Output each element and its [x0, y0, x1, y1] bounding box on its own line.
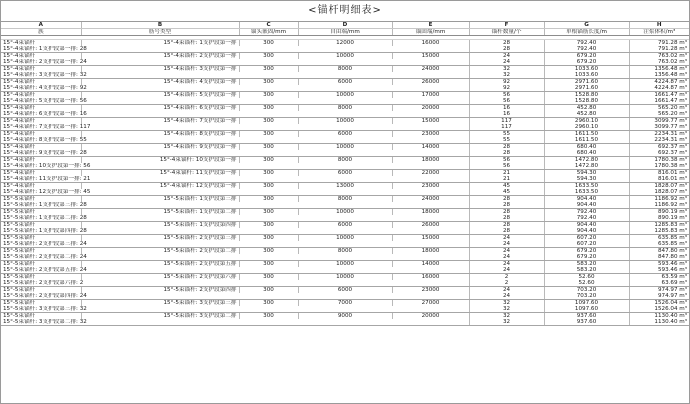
- cell-family[interactable]: 15°-4束锚杆: [1, 53, 81, 60]
- column-letter[interactable]: A: [1, 22, 81, 29]
- column-header-family[interactable]: 族: [1, 29, 81, 36]
- cell-grout-volume[interactable]: 635.85 m³: [629, 235, 689, 242]
- cell-type[interactable]: 15°-4束锚杆: 2支护段第一排: [81, 53, 239, 60]
- cell-anchor-head[interactable]: 300: [239, 300, 298, 307]
- cell-anchor-head[interactable]: 300: [239, 209, 298, 216]
- subtotal-bar-length: 937.60: [544, 319, 629, 326]
- subtotal-bar-length: 1033.60: [544, 72, 629, 79]
- cell-anchor-head[interactable]: 300: [239, 53, 298, 60]
- cell-type[interactable]: 15°-5束锚杆: 1支护段第三排: [81, 196, 239, 203]
- cell-free-length[interactable]: 6000: [298, 131, 392, 138]
- cell-free-length[interactable]: 13000: [298, 183, 392, 190]
- subtotal-bar-length: 680.40: [544, 150, 629, 157]
- cell-count[interactable]: 24: [469, 53, 544, 60]
- cell-grout-volume[interactable]: 1828.07 m³: [629, 183, 689, 190]
- cell-family[interactable]: 15°-4束锚杆: [1, 157, 81, 164]
- cell-family[interactable]: 15°-5束锚杆: [1, 209, 81, 216]
- cell-type[interactable]: 15°-5束锚杆: 3支护段第二排: [81, 313, 239, 320]
- subtotal-count: 2: [469, 280, 544, 287]
- cell-bar-length[interactable]: 904.40: [544, 222, 629, 229]
- subtotal-label: 15°-5束锚杆: 3支护段第二排: 32: [1, 319, 469, 326]
- cell-bar-length[interactable]: 703.20: [544, 287, 629, 294]
- cell-bar-length[interactable]: 679.20: [544, 53, 629, 60]
- cell-type[interactable]: 15°-5束锚杆: 2支护段第三排: [81, 235, 239, 242]
- schedule-title: <锚杆明细表>: [1, 1, 689, 22]
- subtotal-label: 15°-5束锚杆: 3支护段第三排: 32: [1, 306, 469, 313]
- subtotal-label: 15°-5束锚杆: 2支护段第五排: 24: [1, 267, 469, 274]
- column-letter[interactable]: G: [544, 22, 629, 29]
- subtotal-label: 15°-4束锚杆: 2支护段第一排: 24: [1, 59, 469, 66]
- cell-grout-volume[interactable]: 816.01 m³: [629, 170, 689, 177]
- subtotal-grout-volume: 890.19 m³: [629, 215, 689, 222]
- subtotal-count: 92: [469, 85, 544, 92]
- subtotal-count: 55: [469, 137, 544, 144]
- cell-anchored-length[interactable]: 17000: [392, 92, 469, 99]
- cell-grout-volume[interactable]: 1780.38 m³: [629, 157, 689, 164]
- cell-free-length[interactable]: 6000: [298, 222, 392, 229]
- cell-free-length[interactable]: 10000: [298, 235, 392, 242]
- subtotal-label: 15°-4束锚杆: 7支护段第一排: 117: [1, 124, 469, 131]
- subtotal-bar-length: 904.40: [544, 202, 629, 209]
- cell-grout-volume[interactable]: 974.97 m³: [629, 287, 689, 294]
- cell-bar-length[interactable]: 680.40: [544, 144, 629, 151]
- subtotal-bar-length: 904.40: [544, 228, 629, 235]
- cell-type[interactable]: 15°-5束锚杆: 1支护段第二排: [81, 209, 239, 216]
- column-letter[interactable]: B: [81, 22, 239, 29]
- cell-type[interactable]: 15°-5束锚杆: 2支护段第五排: [81, 261, 239, 268]
- cell-anchor-head[interactable]: 300: [239, 131, 298, 138]
- cell-anchor-head[interactable]: 300: [239, 261, 298, 268]
- subtotal-bar-length: 703.20: [544, 293, 629, 300]
- cell-bar-length[interactable]: 792.40: [544, 209, 629, 216]
- subtotal-grout-volume: 1780.38 m³: [629, 163, 689, 170]
- cell-anchor-head[interactable]: 300: [239, 105, 298, 112]
- cell-anchor-head[interactable]: 300: [239, 118, 298, 125]
- cell-free-length[interactable]: 8000: [298, 248, 392, 255]
- subtotal-grout-volume: 816.01 m³: [629, 176, 689, 183]
- cell-free-length[interactable]: 6000: [298, 170, 392, 177]
- cell-grout-volume[interactable]: 565.20 m³: [629, 105, 689, 112]
- subtotal-label: 15°-5束锚杆: 1支护段第三排: 28: [1, 202, 469, 209]
- schedule-body: [1, 40, 689, 326]
- subtotal-bar-length: 1611.50: [544, 137, 629, 144]
- subtotal-count: 28: [469, 46, 544, 53]
- subtotal-label: 15°-5束锚杆: 2支护段第四排: 24: [1, 293, 469, 300]
- subtotal-label: 15°-5束锚杆: 2支护段第二排: 24: [1, 254, 469, 261]
- cell-family[interactable]: 15°-5束锚杆: [1, 300, 81, 307]
- cell-count[interactable]: 24: [469, 235, 544, 242]
- cell-free-length[interactable]: 8000: [298, 105, 392, 112]
- cell-anchor-head[interactable]: 300: [239, 196, 298, 203]
- cell-anchored-length[interactable]: 22000: [392, 170, 469, 177]
- cell-grout-volume[interactable]: 63.59 m³: [629, 274, 689, 281]
- subtotal-grout-volume: 565.20 m³: [629, 111, 689, 118]
- cell-free-length[interactable]: 10000: [298, 92, 392, 99]
- cell-anchored-length[interactable]: 18000: [392, 209, 469, 216]
- subtotal-grout-volume: 692.37 m³: [629, 150, 689, 157]
- cell-anchored-length[interactable]: 15000: [392, 53, 469, 60]
- subtotal-count: 32: [469, 319, 544, 326]
- column-header-grout-volume[interactable]: 注浆体积/m³: [629, 29, 689, 36]
- subtotal-label: 15°-4束锚杆: 12支护段第一排: 45: [1, 189, 469, 196]
- cell-free-length[interactable]: 7000: [298, 300, 392, 307]
- subtotal-label: 15°-5束锚杆: 1支护段第四排: 28: [1, 228, 469, 235]
- subtotal-grout-volume: 847.80 m³: [629, 254, 689, 261]
- cell-bar-length[interactable]: 583.20: [544, 261, 629, 268]
- cell-type[interactable]: 15°-5束锚杆: 2支护段第六排: [81, 274, 239, 281]
- cell-bar-length[interactable]: 792.40: [544, 40, 629, 47]
- cell-type[interactable]: 15°-5束锚杆: 1支护段第四排: [81, 222, 239, 229]
- cell-anchored-length[interactable]: 15000: [392, 235, 469, 242]
- subtotal-label: 15°-5束锚杆: 2支护段第三排: 24: [1, 241, 469, 248]
- cell-anchor-head[interactable]: 300: [239, 79, 298, 86]
- column-header-row: [1, 29, 689, 36]
- subtotal-count: 117: [469, 124, 544, 131]
- subtotal-grout-volume: 2234.31 m³: [629, 137, 689, 144]
- cell-family[interactable]: 15°-4束锚杆: [1, 40, 81, 47]
- column-letter[interactable]: H: [629, 22, 689, 29]
- cell-grout-volume[interactable]: 2234.31 m³: [629, 131, 689, 138]
- cell-count[interactable]: 32: [469, 300, 544, 307]
- cell-anchored-length[interactable]: 16000: [392, 274, 469, 281]
- cell-grout-volume[interactable]: 4224.87 m³: [629, 79, 689, 86]
- cell-family[interactable]: 15°-4束锚杆: [1, 183, 81, 190]
- subtotal-count: 24: [469, 59, 544, 66]
- cell-anchor-head[interactable]: 300: [239, 170, 298, 177]
- cell-bar-length[interactable]: 2971.60: [544, 79, 629, 86]
- cell-free-length[interactable]: 6000: [298, 287, 392, 294]
- cell-grout-volume[interactable]: 593.46 m³: [629, 261, 689, 268]
- cell-bar-length[interactable]: 937.60: [544, 313, 629, 320]
- cell-anchored-length[interactable]: 23000: [392, 131, 469, 138]
- cell-type[interactable]: 15°-4束锚杆: 7支护段第一排: [81, 118, 239, 125]
- cell-anchored-length[interactable]: 23000: [392, 183, 469, 190]
- subtotal-grout-volume: 974.97 m³: [629, 293, 689, 300]
- cell-anchor-head[interactable]: 300: [239, 183, 298, 190]
- cell-type[interactable]: 15°-4束锚杆: 5支护段第一排: [81, 92, 239, 99]
- subtotal-count: 24: [469, 293, 544, 300]
- subtotal-grout-volume: 1356.48 m³: [629, 72, 689, 79]
- cell-type[interactable]: 15°-4束锚杆: 9支护段第一排: [81, 144, 239, 151]
- cell-type[interactable]: 15°-4束锚杆: 4支护段第一排: [81, 79, 239, 86]
- cell-free-length[interactable]: 8000: [298, 66, 392, 73]
- cell-count[interactable]: 28: [469, 196, 544, 203]
- cell-type[interactable]: 15°-5束锚杆: 3支护段第三排: [81, 300, 239, 307]
- subtotal-count: 28: [469, 228, 544, 235]
- cell-free-length[interactable]: 6000: [298, 79, 392, 86]
- cell-type[interactable]: 15°-4束锚杆: 6支护段第一排: [81, 105, 239, 112]
- cell-bar-length[interactable]: 452.80: [544, 105, 629, 112]
- subtotal-grout-volume: 791.28 m³: [629, 46, 689, 53]
- cell-grout-volume[interactable]: 890.19 m³: [629, 209, 689, 216]
- subtotal-bar-length: 52.60: [544, 280, 629, 287]
- subtotal-label: 15°-4束锚杆: 5支护段第一排: 56: [1, 98, 469, 105]
- subtotal-bar-length: 2960.10: [544, 124, 629, 131]
- cell-anchor-head[interactable]: 300: [239, 144, 298, 151]
- cell-free-length[interactable]: 8000: [298, 157, 392, 164]
- cell-family[interactable]: 15°-4束锚杆: [1, 118, 81, 125]
- cell-grout-volume[interactable]: 692.37 m³: [629, 144, 689, 151]
- subtotal-label: 15°-5束锚杆: 2支护段第六排: 2: [1, 280, 469, 287]
- cell-anchor-head[interactable]: 300: [239, 40, 298, 47]
- subtotal-label: 15°-4束锚杆: 6支护段第一排: 16: [1, 111, 469, 118]
- cell-bar-length[interactable]: 2960.10: [544, 118, 629, 125]
- cell-family[interactable]: 15°-5束锚杆: [1, 274, 81, 281]
- cell-free-length[interactable]: 12000: [298, 40, 392, 47]
- subtotal-grout-volume: 1661.47 m³: [629, 98, 689, 105]
- cell-grout-volume[interactable]: 1130.40 m³: [629, 313, 689, 320]
- subtotal-bar-length: 607.20: [544, 241, 629, 248]
- cell-bar-length[interactable]: 607.20: [544, 235, 629, 242]
- subtotal-bar-length: 1528.80: [544, 98, 629, 105]
- cell-bar-length[interactable]: 1033.60: [544, 66, 629, 73]
- column-letter[interactable]: F: [469, 22, 544, 29]
- cell-bar-length[interactable]: 679.20: [544, 248, 629, 255]
- cell-family[interactable]: 15°-5束锚杆: [1, 222, 81, 229]
- cell-grout-volume[interactable]: 847.80 m³: [629, 248, 689, 255]
- subtotal-bar-length: 679.20: [544, 254, 629, 261]
- cell-anchor-head[interactable]: 300: [239, 92, 298, 99]
- subtotal-grout-volume: 4224.87 m³: [629, 85, 689, 92]
- column-header-free-length[interactable]: 自由端/mm: [298, 29, 392, 36]
- subtotal-label: 15°-4束锚杆: 10支护段第一排: 56: [1, 163, 469, 170]
- cell-count[interactable]: 117: [469, 118, 544, 125]
- cell-family[interactable]: 15°-4束锚杆: [1, 92, 81, 99]
- subtotal-bar-length: 583.20: [544, 267, 629, 274]
- cell-anchored-length[interactable]: 15000: [392, 118, 469, 125]
- cell-family[interactable]: 15°-4束锚杆: [1, 144, 81, 151]
- cell-free-length[interactable]: 10000: [298, 274, 392, 281]
- cell-anchored-length[interactable]: 20000: [392, 313, 469, 320]
- cell-type[interactable]: 15°-4束锚杆: 8支护段第一排: [81, 131, 239, 138]
- column-letter[interactable]: E: [392, 22, 469, 29]
- subtotal-bar-length: 1633.50: [544, 189, 629, 196]
- subtotal-count: 16: [469, 111, 544, 118]
- cell-count[interactable]: 28: [469, 144, 544, 151]
- column-header-bar-length[interactable]: 单根锚筋长度/m: [544, 29, 629, 36]
- cell-family[interactable]: 15°-4束锚杆: [1, 170, 81, 177]
- cell-free-length[interactable]: 10000: [298, 209, 392, 216]
- cell-anchor-head[interactable]: 300: [239, 66, 298, 73]
- subtotal-label: 15°-4束锚杆: 11支护段第一排: 21: [1, 176, 469, 183]
- cell-count[interactable]: 2: [469, 274, 544, 281]
- cell-anchor-head[interactable]: 300: [239, 222, 298, 229]
- column-letter[interactable]: C: [239, 22, 298, 29]
- cell-count[interactable]: 92: [469, 79, 544, 86]
- cell-count[interactable]: 32: [469, 66, 544, 73]
- subtotal-count: 24: [469, 254, 544, 261]
- cell-bar-length[interactable]: 1097.60: [544, 300, 629, 307]
- subtotal-grout-volume: 1186.92 m³: [629, 202, 689, 209]
- cell-count[interactable]: 24: [469, 248, 544, 255]
- cell-anchored-length[interactable]: 14000: [392, 144, 469, 151]
- cell-family[interactable]: 15°-5束锚杆: [1, 235, 81, 242]
- cell-grout-volume[interactable]: 1661.47 m³: [629, 92, 689, 99]
- cell-count[interactable]: 24: [469, 287, 544, 294]
- subtotal-label: 15°-4束锚杆: 8支护段第一排: 55: [1, 137, 469, 144]
- group-subtotal-row[interactable]: [1, 319, 689, 326]
- cell-bar-length[interactable]: 904.40: [544, 196, 629, 203]
- cell-bar-length[interactable]: 1611.50: [544, 131, 629, 138]
- cell-bar-length[interactable]: 594.30: [544, 170, 629, 177]
- subtotal-count: 45: [469, 189, 544, 196]
- cell-grout-volume[interactable]: 1186.92 m³: [629, 196, 689, 203]
- cell-anchor-head[interactable]: 300: [239, 157, 298, 164]
- subtotal-bar-length: 792.40: [544, 46, 629, 53]
- subtotal-count: 32: [469, 306, 544, 313]
- cell-family[interactable]: 15°-4束锚杆: [1, 66, 81, 73]
- cell-free-length[interactable]: 10000: [298, 118, 392, 125]
- subtotal-bar-length: 2971.60: [544, 85, 629, 92]
- cell-family[interactable]: 15°-4束锚杆: [1, 105, 81, 112]
- cell-count[interactable]: 24: [469, 261, 544, 268]
- cell-anchored-length[interactable]: 18000: [392, 248, 469, 255]
- subtotal-grout-volume: 3099.77 m³: [629, 124, 689, 131]
- subtotal-bar-length: 1097.60: [544, 306, 629, 313]
- subtotal-count: 28: [469, 202, 544, 209]
- cell-bar-length[interactable]: 1633.50: [544, 183, 629, 190]
- cell-count[interactable]: 55: [469, 131, 544, 138]
- subtotal-grout-volume: 1828.07 m³: [629, 189, 689, 196]
- cell-type[interactable]: 15°-4束锚杆: 3支护段第一排: [81, 66, 239, 73]
- cell-anchor-head[interactable]: 300: [239, 313, 298, 320]
- cell-count[interactable]: 21: [469, 170, 544, 177]
- column-header-anchored-length[interactable]: 锚固端/mm: [392, 29, 469, 36]
- cell-free-length[interactable]: 10000: [298, 261, 392, 268]
- cell-grout-volume[interactable]: 791.28 m³: [629, 40, 689, 47]
- subtotal-bar-length: 594.30: [544, 176, 629, 183]
- cell-grout-volume[interactable]: 763.02 m³: [629, 53, 689, 60]
- subtotal-count: 24: [469, 241, 544, 248]
- cell-anchored-length[interactable]: 26000: [392, 79, 469, 86]
- subtotal-count: 32: [469, 72, 544, 79]
- column-header-anchor-head[interactable]: 锚头嵌固/mm: [239, 29, 298, 36]
- cell-anchor-head[interactable]: 300: [239, 235, 298, 242]
- cell-bar-length[interactable]: 1528.80: [544, 92, 629, 99]
- subtotal-label: 15°-5束锚杆: 1支护段第二排: 28: [1, 215, 469, 222]
- cell-bar-length[interactable]: 1472.80: [544, 157, 629, 164]
- cell-anchor-head[interactable]: 300: [239, 287, 298, 294]
- subtotal-bar-length: 452.80: [544, 111, 629, 118]
- subtotal-count: 21: [469, 176, 544, 183]
- cell-grout-volume[interactable]: 3099.77 m³: [629, 118, 689, 125]
- subtotal-grout-volume: 1130.40 m³: [629, 319, 689, 326]
- subtotal-label: 15°-4束锚杆: 1支护段第一排: 28: [1, 46, 469, 53]
- subtotal-grout-volume: 593.46 m³: [629, 267, 689, 274]
- cell-free-length[interactable]: 9000: [298, 313, 392, 320]
- cell-family[interactable]: 15°-5束锚杆: [1, 287, 81, 294]
- subtotal-count: 56: [469, 98, 544, 105]
- subtotal-bar-length: 679.20: [544, 59, 629, 66]
- cell-grout-volume[interactable]: 1526.04 m³: [629, 300, 689, 307]
- cell-type[interactable]: 15°-5束锚杆: 2支护段第四排: [81, 287, 239, 294]
- cell-type[interactable]: 15°-4束锚杆: 1支护段第一排: [81, 40, 239, 47]
- cell-free-length[interactable]: 8000: [298, 196, 392, 203]
- cell-anchored-length[interactable]: 18000: [392, 157, 469, 164]
- subtotal-count: 56: [469, 163, 544, 170]
- cell-family[interactable]: 15°-4束锚杆: [1, 79, 81, 86]
- subtotal-bar-length: 1472.80: [544, 163, 629, 170]
- subtotal-grout-volume: 635.85 m³: [629, 241, 689, 248]
- column-letter[interactable]: D: [298, 22, 392, 29]
- subtotal-grout-volume: 1285.83 m³: [629, 228, 689, 235]
- cell-type[interactable]: 15°-4束锚杆: 11支护段第一排: [81, 170, 239, 177]
- column-header-type[interactable]: 筋号类型: [81, 29, 239, 36]
- cell-anchored-length[interactable]: 16000: [392, 40, 469, 47]
- subtotal-count: 24: [469, 267, 544, 274]
- cell-family[interactable]: 15°-5束锚杆: [1, 248, 81, 255]
- cell-anchored-length[interactable]: 27000: [392, 300, 469, 307]
- cell-count[interactable]: 28: [469, 40, 544, 47]
- cell-free-length[interactable]: 10000: [298, 144, 392, 151]
- cell-count[interactable]: 16: [469, 105, 544, 112]
- cell-anchored-length[interactable]: 23000: [392, 287, 469, 294]
- cell-anchored-length[interactable]: 26000: [392, 222, 469, 229]
- cell-count[interactable]: 28: [469, 209, 544, 216]
- cell-count[interactable]: 56: [469, 92, 544, 99]
- cell-grout-volume[interactable]: 1285.83 m³: [629, 222, 689, 229]
- cell-anchored-length[interactable]: 24000: [392, 66, 469, 73]
- cell-anchored-length[interactable]: 20000: [392, 105, 469, 112]
- cell-count[interactable]: 28: [469, 222, 544, 229]
- subtotal-grout-volume: 63.69 m³: [629, 280, 689, 287]
- cell-free-length[interactable]: 10000: [298, 53, 392, 60]
- subtotal-label: 15°-4束锚杆: 4支护段第一排: 92: [1, 85, 469, 92]
- subtotal-label: 15°-4束锚杆: 3支护段第一排: 32: [1, 72, 469, 79]
- anchor-schedule-table: [1, 22, 689, 326]
- subtotal-count: 28: [469, 215, 544, 222]
- cell-family[interactable]: 15°-5束锚杆: [1, 261, 81, 268]
- column-header-count[interactable]: 锚杆数量/个: [469, 29, 544, 36]
- cell-type[interactable]: 15°-5束锚杆: 2支护段第二排: [81, 248, 239, 255]
- cell-bar-length[interactable]: 52.60: [544, 274, 629, 281]
- cell-grout-volume[interactable]: 1356.48 m³: [629, 66, 689, 73]
- cell-count[interactable]: 32: [469, 313, 544, 320]
- cell-family[interactable]: 15°-4束锚杆: [1, 131, 81, 138]
- cell-anchored-length[interactable]: 14000: [392, 261, 469, 268]
- subtotal-grout-volume: 1526.04 m³: [629, 306, 689, 313]
- cell-count[interactable]: 56: [469, 157, 544, 164]
- subtotal-count: 28: [469, 150, 544, 157]
- subtotal-bar-length: 792.40: [544, 215, 629, 222]
- cell-family[interactable]: 15°-5束锚杆: [1, 196, 81, 203]
- cell-count[interactable]: 45: [469, 183, 544, 190]
- subtotal-label: 15°-4束锚杆: 9支护段第一排: 28: [1, 150, 469, 157]
- cell-anchor-head[interactable]: 300: [239, 274, 298, 281]
- cell-anchored-length[interactable]: 24000: [392, 196, 469, 203]
- cell-type[interactable]: 15°-4束锚杆: 10支护段第一排: [81, 157, 239, 164]
- subtotal-grout-volume: 763.02 m³: [629, 59, 689, 66]
- cell-type[interactable]: 15°-4束锚杆: 12支护段第一排: [81, 183, 239, 190]
- cell-family[interactable]: 15°-5束锚杆: [1, 313, 81, 320]
- cell-anchor-head[interactable]: 300: [239, 248, 298, 255]
